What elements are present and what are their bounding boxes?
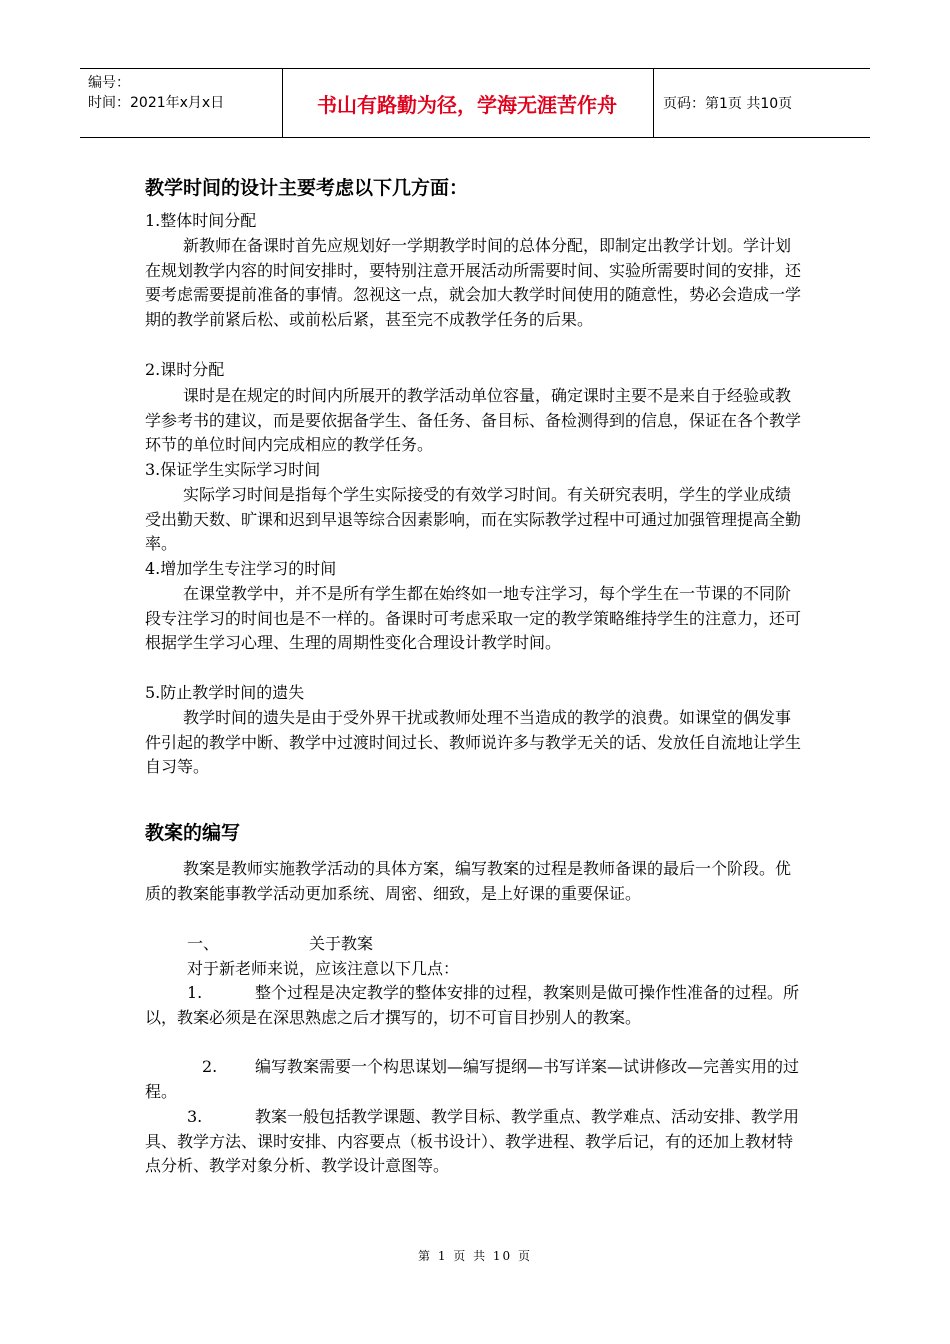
header-meta [88,73,224,113]
point-text: 整个过程是决定教学的整体安排的过程，教案则是做可操作性准备的过程。所以，教案必须是在深思熟虑之后才撰写的，切不可盲目抄别人的教案。 [145,983,800,1027]
item-paragraph: 教学时间的遗失是由于受外界干扰或教师处理不当造成的教学的浪费。如课堂的偶发事件引起的教学中断、教学中过渡时间过长、教师说许多与教学无关的话、发放任自流地让学生自习等。 [145,708,802,777]
section-title: 教案的编写 [145,822,241,844]
point-paragraph [145,981,805,1030]
point-text: 编写教案需要一个构思谋划—编写提纲—书写详案—试讲修改—完善实用的过程。 [145,1057,800,1101]
subheading-number: 一、 [187,934,220,953]
lead-line: 对于新老师来说，应该注意以下几点： [187,959,460,978]
item-paragraph: 在课堂教学中，并不是所有学生都在始终如一地专注学习，每个学生在一节课的不同阶段专注学习的时间也是不一样的。备课时可考虑采取一定的教学策略维持学生的注意力，还可根据学生学习心理、生理的周期性变化合理设计教学时间。 [145,584,802,653]
subheading [187,932,373,956]
item-label: 2.课时分配 [145,360,225,379]
item-paragraph: 新教师在备课时首先应规划好一学期教学时间的总体分配，即制定出教学计划。学计划在规划教学内容的时间安排时，要特别注意开展活动所需要时间、实验所需要时间的安排，还要考虑需要提前准备的事情。忽视这一点，就会加大教学时间使用的随意性，势必会造成一学期的教学前紧后松、或前松后紧，甚至完不成教学任务的后果。 [145,236,802,330]
item-label: 1.整体时间分配 [145,211,257,230]
point-text: 教案一般包括教学课题、教学目标、教学重点、教学难点、活动安排、教学用具、教学方法、课时安排、内容要点（板书设计）、教学进程、教学后记，有的还加上教材特点分析、教学对象分析、教学设计意图等。 [145,1107,800,1176]
section-title: 教学时间的设计主要考虑以下几方面： [145,177,469,199]
point-paragraph [145,1105,805,1179]
item-label: 4.增加学生专注学习的时间 [145,559,337,578]
subheading-text: 关于教案 [309,934,374,953]
page-footer: 第 1 页 共 10 页 [418,1249,532,1263]
header-table [80,68,870,138]
page-info: 页码：第1页 共10页 [663,96,793,112]
item-label: 3.保证学生实际学习时间 [145,460,321,479]
header-divider [653,69,654,137]
item-label: 5.防止教学时间的遗失 [145,683,305,702]
point-number: 3. [187,1107,203,1126]
point-number: 2. [202,1057,218,1076]
item-paragraph: 课时是在规定的时间内所展开的教学活动单位容量，确定课时主要不是来自于经验或教学参考书的建议，而是要依据备学生、备任务、备目标、备检测得到的信息，保证在各个教学环节的单位时间内完成相应的教学任务。 [145,386,802,455]
motto: 书山有路勤为径，学海无涯苦作舟 [317,92,617,117]
time-label: 时间：2021年x月x日 [88,95,225,111]
number-label: 编号： [88,75,130,91]
intro-paragraph: 教案是教师实施教学活动的具体方案，编写教案的过程是教师备课的最后一个阶段。优质的教案能事教学活动更加系统、周密、细致，是上好课的重要保证。 [145,859,792,903]
point-number: 1. [187,983,203,1002]
point-paragraph [145,1055,805,1104]
item-paragraph: 实际学习时间是指每个学生实际接受的有效学习时间。有关研究表明，学生的学业成绩受出勤天数、旷课和迟到早退等综合因素影响，而在实际教学过程中可通过加强管理提高全勤率。 [145,485,802,554]
